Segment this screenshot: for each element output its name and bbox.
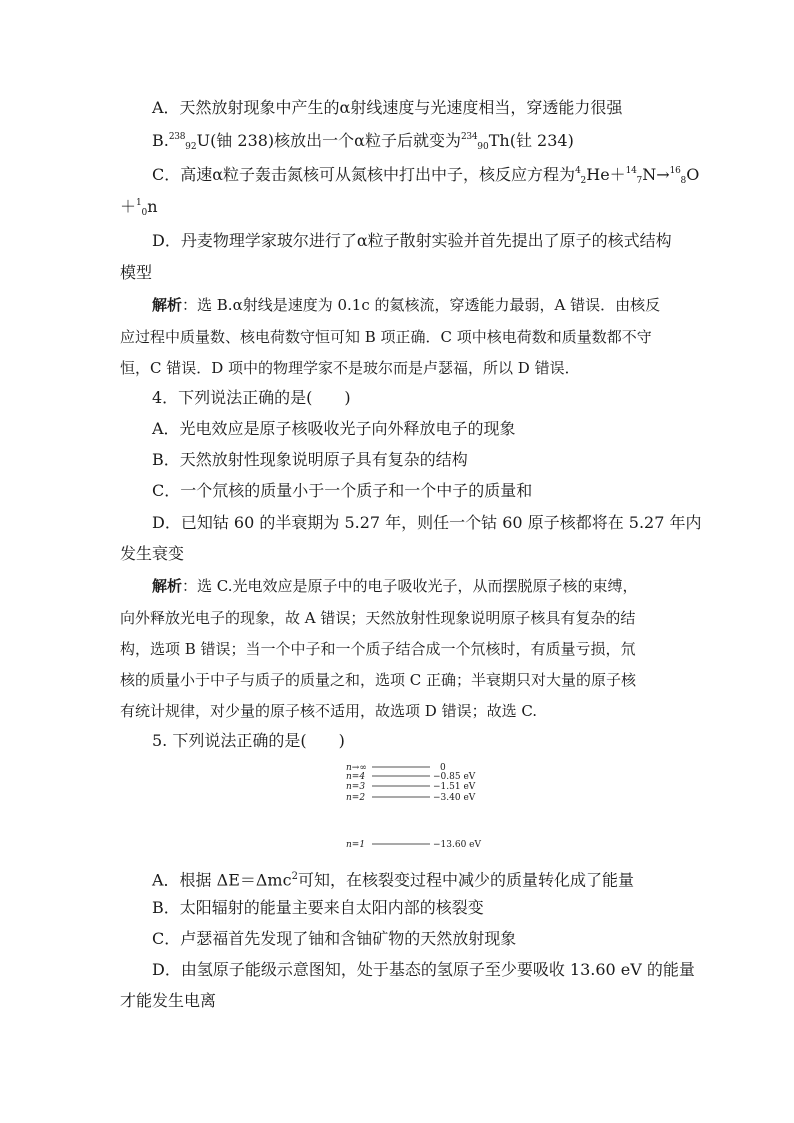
th-mass-number: 234 <box>460 132 478 142</box>
u-mass-number: 238 <box>168 132 186 142</box>
he-symbol: He＋ <box>586 165 626 184</box>
level-energy-n1: −13.60 eV <box>433 840 481 850</box>
level-energy-n4: −0.85 eV <box>433 772 476 782</box>
energy-level-n3 <box>346 782 476 792</box>
q4-option-c: C．一个氘核的质量小于一个质子和一个中子的质量和 <box>152 481 533 500</box>
energy-level-n4 <box>346 772 476 782</box>
he-charge-number: 2 <box>580 176 587 186</box>
q4-option-a: A．光电效应是原子核吸收光子向外释放电子的现象 <box>152 419 516 438</box>
o-charge-number: 8 <box>680 176 687 186</box>
level-label-n3: n=3 <box>346 782 366 792</box>
q4-option-d-line2: 发生衰变 <box>120 544 185 563</box>
q3-option-c-prefix: C．高速α粒子轰击氮核可从氮核中打出中子，核反应方程为 <box>152 165 576 184</box>
n-charge-number: 7 <box>636 176 643 186</box>
q4-explanation-text: ：选 C.光电效应是原子中的电子吸收光子，从而摆脱原子核的束缚， <box>182 577 638 595</box>
q5-option-a-superscript: 2 <box>291 871 298 882</box>
q3-option-c <box>152 164 699 186</box>
level-energy-n-inf: 0 <box>440 763 446 773</box>
neutron-charge-number: 0 <box>141 208 148 218</box>
q4-explanation-line4: 核的质量小于中子与质子的质量之和，选项 C 正确；半衰期只对大量的原子核 <box>120 671 637 689</box>
q3-explanation-label: 解析 <box>152 296 183 314</box>
level-label-n2: n=2 <box>346 793 366 803</box>
q3-explanation-line1 <box>152 294 660 316</box>
q3-option-a: A．天然放射现象中产生的α射线速度与光速度相当，穿透能力很强 <box>152 98 623 117</box>
level-energy-n3: −1.51 eV <box>433 782 476 792</box>
q5-stem: 5. 下列说法正确的是( ) <box>152 731 345 750</box>
q4-explanation-line5: 有统计规律，对少量的原子核不适用，故选项 D 错误；故选 C. <box>120 702 538 720</box>
q3-explanation-line2: 应过程中质量数、核电荷数守恒可知 B 项正确．C 项中核电荷数和质量数都不守 <box>120 328 652 346</box>
q5-option-a-prefix: A．根据 ΔE＝Δmc <box>152 870 292 890</box>
q5-option-c: C．卢瑟福首先发现了铀和含铀矿物的天然放射现象 <box>152 929 517 948</box>
q3-option-b <box>152 130 574 152</box>
n-mass-number: 14 <box>625 166 637 176</box>
q3-option-d: D．丹麦物理学家玻尔进行了α粒子散射实验并首先提出了原子的核式结构 <box>152 231 672 250</box>
he-mass-number: 4 <box>575 166 581 176</box>
q5-option-b: B．太阳辐射的能量主要来自太阳内部的核裂变 <box>152 898 484 917</box>
q4-explanation-line1 <box>152 575 638 597</box>
n-symbol: N→ <box>642 165 670 184</box>
energy-level-n1 <box>346 840 481 850</box>
q4-option-d: D．已知钴 60 的半衰期为 5.27 年，则任一个钴 60 原子核都将在 5.27 年内 <box>152 513 702 532</box>
neutron-mass-number: 1 <box>136 198 142 208</box>
q3-option-c-plus: ＋ <box>120 197 137 216</box>
q5-option-d: D．由氢原子能级示意图知，处于基态的氢原子至少要吸收 13.60 eV 的能量 <box>152 960 695 979</box>
th-charge-number: 90 <box>477 142 489 152</box>
energy-level-diagram <box>340 760 520 860</box>
q5-option-a <box>152 866 634 891</box>
energy-level-n2 <box>346 793 476 803</box>
level-label-n4: n=4 <box>346 772 366 782</box>
q4-explanation-label: 解析 <box>152 577 183 595</box>
q5-option-a-suffix: 可知，在核裂变过程中减少的质量转化成了能量 <box>297 870 634 890</box>
q3-option-d-line2: 模型 <box>120 263 153 282</box>
q3-explanation-line3: 恒，C 错误．D 项中的物理学家不是玻尔而是卢瑟福，所以 D 错误． <box>120 359 580 377</box>
q3-option-b-mid: U(铀 238)核放出一个α粒子后就变为 <box>196 131 461 150</box>
q3-option-b-suffix: Th(钍 234) <box>488 131 574 150</box>
level-label-n1: n=1 <box>346 840 366 850</box>
q3-explanation-text: ：选 B.α射线是速度为 0.1c 的氦核流，穿透能力最弱，A 错误．由核反 <box>182 296 661 314</box>
o-symbol: O <box>686 165 700 184</box>
level-label-n-inf: n→∞ <box>346 763 367 773</box>
q4-explanation-line3: 构，选项 B 错误；当一个中子和一个质子结合成一个氘核时，有质量亏损，氘 <box>120 640 636 658</box>
q4-option-b: B．天然放射性现象说明原子具有复杂的结构 <box>152 450 468 469</box>
q3-option-c-line2 <box>120 196 158 218</box>
q3-option-b-prefix: B. <box>152 131 169 150</box>
q4-explanation-line2: 向外释放光电子的现象，故 A 错误；天然放射性现象说明原子核具有复杂的结 <box>120 609 636 627</box>
neutron-symbol: n <box>147 197 158 216</box>
level-energy-n2: −3.40 eV <box>433 793 476 803</box>
u-charge-number: 92 <box>185 142 197 152</box>
q4-stem: 4．下列说法正确的是( ) <box>152 388 351 407</box>
q5-option-d-line2: 才能发生电离 <box>120 991 217 1010</box>
o-mass-number: 16 <box>669 166 681 176</box>
